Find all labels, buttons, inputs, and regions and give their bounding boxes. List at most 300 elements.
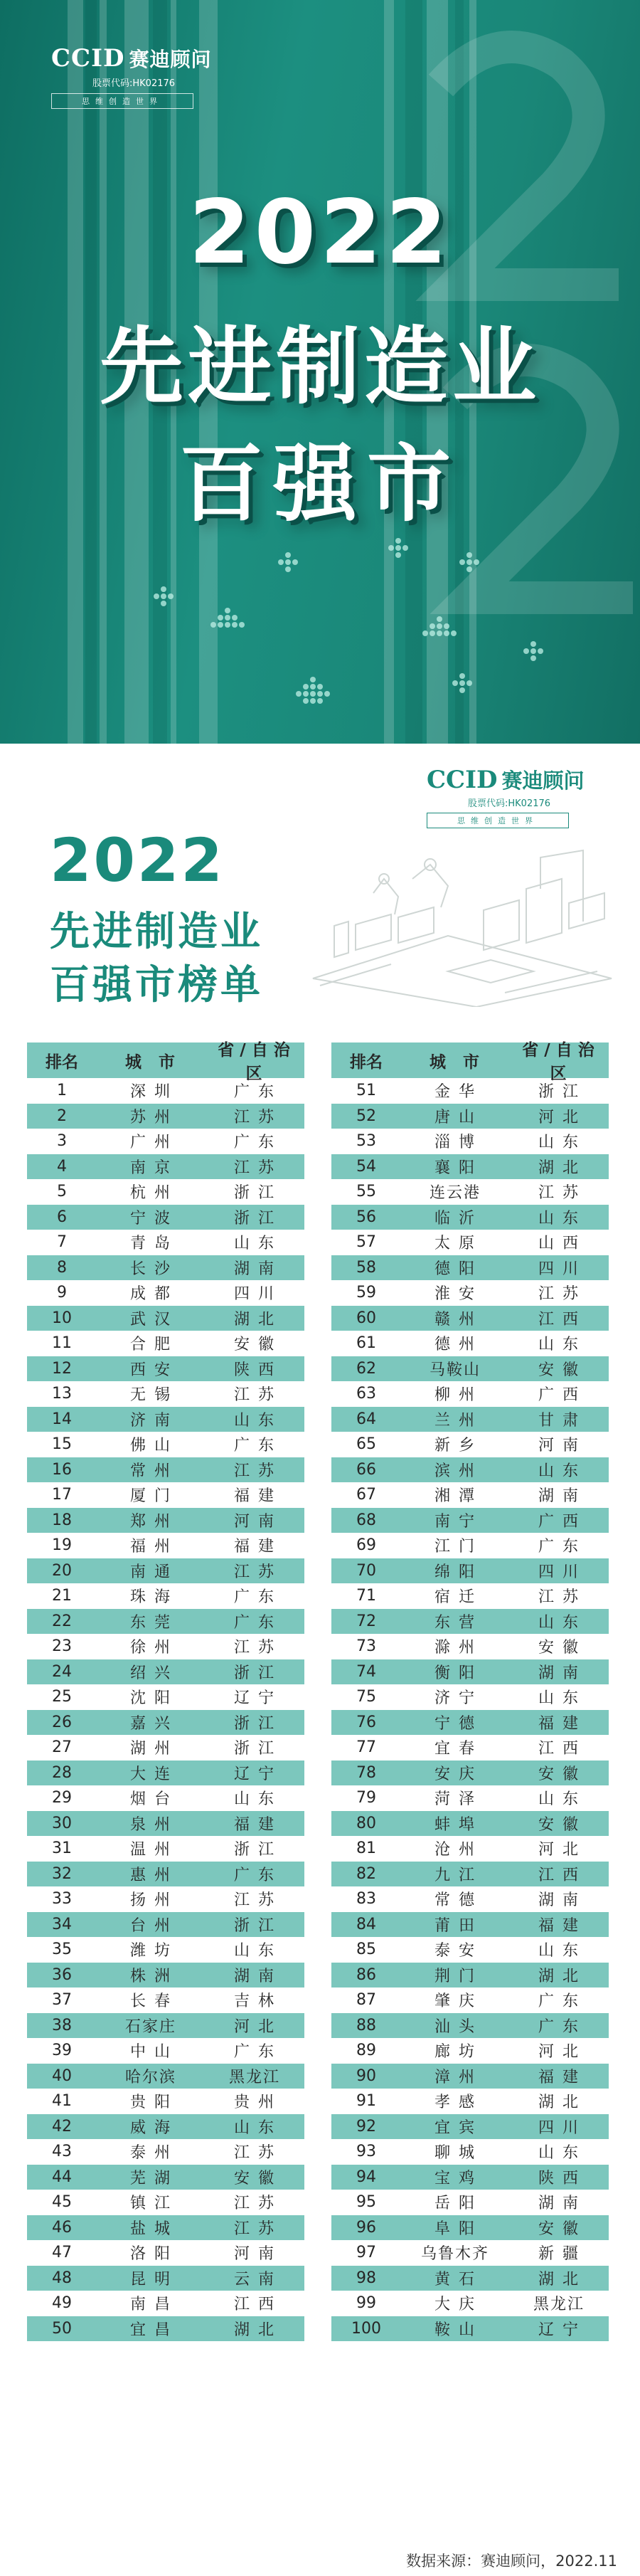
city-cell: 扬州 (129, 1891, 178, 1910)
rank-cell: 31 (52, 1839, 72, 1858)
city-cell: 广州 (129, 1134, 178, 1152)
rank-cell: 40 (52, 2066, 72, 2085)
list-heading-line2: 百强市榜单 (50, 962, 263, 1008)
city-cell: 襄阳 (434, 1158, 483, 1177)
table-row (27, 1583, 304, 1609)
city-cell: 深圳 (129, 1083, 178, 1102)
province-cell: 山东 (538, 1942, 587, 1960)
province-cell: 山东 (233, 1942, 282, 1960)
list-logo-brand: CCID 赛迪顾问 (427, 766, 585, 794)
rank-cell: 8 (57, 1258, 67, 1277)
table-row (331, 1129, 609, 1154)
province-cell: 河北 (538, 2043, 587, 2062)
city-cell: 湘潭 (434, 1487, 483, 1506)
city-cell: 苏州 (129, 1108, 178, 1126)
table-row (27, 1912, 304, 1938)
city-cell: 常德 (434, 1891, 483, 1910)
province-cell: 陕西 (233, 1361, 282, 1379)
city-cell: 南昌 (129, 2296, 178, 2314)
rank-cell: 30 (52, 1814, 72, 1832)
table-row (331, 1609, 609, 1635)
rank-cell: 99 (356, 2294, 376, 2313)
table-row (27, 1129, 304, 1154)
city-cell: 聊城 (434, 2144, 483, 2163)
city-cell: 蚌埠 (434, 1815, 483, 1834)
city-cell: 株洲 (129, 1967, 178, 1985)
table-row (331, 1381, 609, 1407)
province-cell: 贵州 (233, 2094, 282, 2112)
city-cell: 武汉 (129, 1310, 178, 1329)
province-cell: 湖南 (233, 1260, 282, 1278)
province-cell: 江苏 (233, 1108, 282, 1126)
city-cell: 滁州 (434, 1639, 483, 1657)
province-cell: 山东 (538, 1209, 587, 1228)
table-row (331, 2215, 609, 2241)
table-row (331, 1988, 609, 2013)
province-cell: 广东 (233, 1134, 282, 1152)
province-cell: 河北 (233, 2017, 282, 2036)
table-row (331, 1558, 609, 1584)
province-cell: 湖南 (538, 2195, 587, 2213)
table-row (27, 1255, 304, 1281)
table-row (27, 2316, 304, 2342)
province-cell: 河北 (538, 1841, 587, 1859)
table-row (27, 2089, 304, 2114)
table-row (27, 2013, 304, 2039)
province-cell: 辽宁 (233, 1689, 282, 1708)
city-cell: 西安 (129, 1361, 178, 1379)
table-row (27, 2165, 304, 2190)
city-cell: 九江 (434, 1866, 483, 1884)
table-row (27, 1937, 304, 1963)
hero-logo-slogan: 思维创造世界 (51, 93, 193, 109)
city-cell: 连云港 (429, 1184, 481, 1203)
table-row (331, 1761, 609, 1786)
table-row (27, 1205, 304, 1230)
province-cell: 江西 (233, 2296, 282, 2314)
city-cell: 漳州 (434, 2068, 483, 2086)
province-cell: 安徽 (538, 1361, 587, 1379)
rank-cell: 38 (52, 2016, 72, 2034)
table-row (331, 2291, 609, 2316)
province-cell: 江苏 (233, 1891, 282, 1910)
city-cell: 济宁 (434, 1689, 483, 1708)
city-cell: 岳阳 (434, 2195, 483, 2213)
province-cell: 四川 (538, 1260, 587, 1278)
province-cell: 湖南 (538, 1891, 587, 1910)
table-row (331, 1154, 609, 1180)
rank-cell: 3 (57, 1132, 67, 1151)
rank-cell: 69 (356, 1536, 376, 1555)
city-cell: 杭州 (129, 1184, 178, 1203)
rank-cell: 100 (351, 2319, 381, 2338)
city-cell: 滨州 (434, 1462, 483, 1480)
table-row (331, 1407, 609, 1432)
table-row (331, 1735, 609, 1761)
province-cell: 四川 (538, 2118, 587, 2137)
rank-cell: 19 (52, 1536, 72, 1555)
table-row (27, 1331, 304, 1356)
table-row (27, 2291, 304, 2316)
province-cell: 福建 (233, 1815, 282, 1834)
province-cell: 湖南 (538, 1487, 587, 1506)
column-rank-header: 排名 (350, 1052, 383, 1072)
city-cell: 阜阳 (434, 2219, 483, 2238)
table-row (27, 1306, 304, 1331)
rank-cell: 12 (52, 1359, 72, 1378)
city-cell: 长春 (129, 1992, 178, 2011)
city-cell: 淮安 (434, 1285, 483, 1304)
rank-cell: 17 (52, 1486, 72, 1504)
rank-cell: 4 (57, 1157, 67, 1176)
city-cell: 菏泽 (434, 1790, 483, 1809)
rank-cell: 49 (52, 2294, 72, 2313)
province-cell: 新疆 (538, 2245, 587, 2264)
hero-title-line1: 先进制造业 (99, 317, 540, 416)
rank-cell: 85 (356, 1941, 376, 1959)
province-cell: 福建 (538, 1916, 587, 1935)
province-cell: 福建 (538, 2068, 587, 2086)
rank-cell: 39 (52, 2042, 72, 2060)
province-cell: 安徽 (538, 1815, 587, 1834)
city-cell: 荆门 (434, 1967, 483, 1985)
list-logo-stock-code: 股票代码:HK02176 (468, 798, 551, 809)
province-cell: 甘肃 (538, 1411, 587, 1430)
rank-cell: 88 (356, 2016, 376, 2034)
rank-cell: 62 (356, 1359, 376, 1378)
province-cell: 江苏 (538, 1588, 587, 1607)
rank-cell: 36 (52, 1965, 72, 1984)
table-row (27, 1356, 304, 1382)
province-cell: 广东 (233, 1083, 282, 1102)
table-row (27, 2038, 304, 2064)
table-row (27, 1407, 304, 1432)
province-cell: 广西 (538, 1386, 587, 1405)
table-row (331, 1356, 609, 1382)
city-cell: 德州 (434, 1336, 483, 1354)
province-cell: 安徽 (538, 2219, 587, 2238)
rank-cell: 65 (356, 1435, 376, 1454)
ranking-table-left (27, 1042, 304, 2341)
city-cell: 温州 (129, 1841, 178, 1859)
city-cell: 柳州 (434, 1386, 483, 1405)
table-row (331, 1659, 609, 1685)
province-cell: 江苏 (233, 2144, 282, 2163)
city-cell: 盐城 (129, 2219, 178, 2238)
data-source-note: 数据来源：赛迪顾问，2022.11 (406, 2553, 617, 2570)
province-cell: 湖北 (233, 2321, 282, 2339)
province-cell: 黑龙江 (533, 2296, 585, 2314)
table-row (27, 1761, 304, 1786)
province-cell: 黑龙江 (228, 2068, 280, 2086)
province-cell: 广西 (538, 1512, 587, 1531)
table-row (331, 1912, 609, 1938)
city-cell: 大庆 (434, 2296, 483, 2314)
rank-cell: 91 (356, 2092, 376, 2111)
province-cell: 江苏 (538, 1184, 587, 1203)
column-city-header: 城 市 (124, 1052, 181, 1072)
province-cell: 浙江 (233, 1664, 282, 1682)
province-cell: 湖北 (538, 2270, 587, 2289)
province-cell: 江苏 (538, 1285, 587, 1304)
table-row (331, 1533, 609, 1558)
city-cell: 廊坊 (434, 2043, 483, 2062)
column-rank-header: 排名 (46, 1052, 78, 1072)
province-cell: 广东 (233, 1588, 282, 1607)
province-cell: 安徽 (233, 1336, 282, 1354)
province-cell: 广东 (233, 2043, 282, 2062)
rank-cell: 80 (356, 1814, 376, 1832)
city-cell: 宜昌 (129, 2321, 178, 2339)
column-province-header: 省/自治区 (218, 1041, 296, 1083)
city-cell: 烟台 (129, 1790, 178, 1809)
rank-cell: 68 (356, 1511, 376, 1529)
rank-cell: 42 (52, 2117, 72, 2136)
rank-cell: 22 (52, 1612, 72, 1630)
table-row (27, 1078, 304, 1104)
province-cell: 江苏 (233, 2195, 282, 2213)
province-cell: 山东 (538, 1790, 587, 1809)
rank-cell: 32 (52, 1864, 72, 1883)
hero-logo-stock-code: 股票代码:HK02176 (92, 78, 176, 89)
city-cell: 石家庄 (124, 2017, 176, 2036)
province-cell: 山东 (538, 1336, 587, 1354)
table-row (27, 2139, 304, 2165)
table-row (27, 1533, 304, 1558)
table-row (27, 1609, 304, 1635)
province-cell: 辽宁 (233, 1765, 282, 1783)
province-cell: 浙江 (233, 1841, 282, 1859)
city-cell: 临沂 (434, 1209, 483, 1228)
city-cell: 无锡 (129, 1386, 178, 1405)
table-row (27, 2190, 304, 2215)
city-cell: 绍兴 (129, 1664, 178, 1682)
city-cell: 芜湖 (129, 2169, 178, 2187)
rank-cell: 74 (356, 1662, 376, 1681)
rank-cell: 47 (52, 2244, 72, 2262)
rank-cell: 98 (356, 2269, 376, 2287)
table-row (331, 2139, 609, 2165)
rank-cell: 78 (356, 1763, 376, 1782)
table-row (331, 1432, 609, 1457)
province-cell: 湖北 (538, 1967, 587, 1985)
city-cell: 东营 (434, 1613, 483, 1632)
column-city-header: 城 市 (429, 1052, 485, 1072)
rank-cell: 20 (52, 1561, 72, 1580)
table-row (27, 2266, 304, 2291)
rank-cell: 71 (356, 1587, 376, 1605)
rank-cell: 28 (52, 1763, 72, 1782)
table-row (27, 1735, 304, 1761)
province-cell: 浙江 (233, 1184, 282, 1203)
table-row (331, 1583, 609, 1609)
province-cell: 湖北 (538, 1158, 587, 1177)
city-cell: 嘉兴 (129, 1714, 178, 1733)
province-cell: 广东 (233, 1866, 282, 1884)
province-cell: 浙江 (538, 1083, 587, 1102)
city-cell: 南宁 (434, 1512, 483, 1531)
province-cell: 浙江 (233, 1740, 282, 1758)
table-row (331, 1255, 609, 1281)
table-row (27, 1104, 304, 1129)
city-cell: 肇庆 (434, 1992, 483, 2011)
province-cell: 江苏 (233, 1158, 282, 1177)
rank-cell: 45 (52, 2193, 72, 2212)
city-cell: 衡阳 (434, 1664, 483, 1682)
province-cell: 江苏 (233, 1563, 282, 1581)
table-header-row (331, 1041, 609, 1083)
table-row (27, 1508, 304, 1534)
rank-cell: 25 (52, 1688, 72, 1706)
rank-cell: 76 (356, 1713, 376, 1731)
table-row (27, 1432, 304, 1457)
rank-cell: 82 (356, 1864, 376, 1883)
rank-cell: 9 (57, 1284, 67, 1302)
table-row (27, 1457, 304, 1483)
city-cell: 汕头 (434, 2017, 483, 2036)
rank-cell: 35 (52, 1941, 72, 1959)
rank-cell: 95 (356, 2193, 376, 2212)
table-row (331, 1886, 609, 1912)
table-row (27, 1230, 304, 1255)
table-row (331, 1482, 609, 1508)
rank-cell: 5 (57, 1183, 67, 1201)
city-cell: 黄石 (434, 2270, 483, 2289)
rank-cell: 60 (356, 1309, 376, 1327)
city-cell: 中山 (129, 2043, 178, 2062)
table-row (331, 1205, 609, 1230)
province-cell: 江苏 (233, 1639, 282, 1657)
rank-cell: 70 (356, 1561, 376, 1580)
table-row (27, 1785, 304, 1811)
rank-cell: 81 (356, 1839, 376, 1858)
province-cell: 山东 (233, 1790, 282, 1809)
city-cell: 成都 (129, 1285, 178, 1304)
city-cell: 惠州 (129, 1866, 178, 1884)
table-row (331, 1230, 609, 1255)
hero-banner (0, 0, 640, 744)
city-cell: 福州 (129, 1538, 178, 1556)
table-row (331, 2190, 609, 2215)
table-row (27, 1963, 304, 1988)
rank-cell: 77 (356, 1738, 376, 1757)
province-cell: 云南 (233, 2270, 282, 2289)
rank-cell: 86 (356, 1965, 376, 1984)
city-cell: 青岛 (129, 1235, 178, 1253)
city-cell: 昆明 (129, 2270, 178, 2289)
province-cell: 江西 (538, 1740, 587, 1758)
table-row (27, 1684, 304, 1710)
rank-cell: 73 (356, 1637, 376, 1656)
city-cell: 泰州 (129, 2144, 178, 2163)
rank-cell: 61 (356, 1334, 376, 1353)
table-row (27, 1886, 304, 1912)
table-row (331, 1078, 609, 1104)
rank-cell: 24 (52, 1662, 72, 1681)
rank-cell: 6 (57, 1208, 67, 1226)
province-cell: 广东 (538, 1992, 587, 2011)
factory-illustration (306, 836, 619, 1007)
province-cell: 山东 (538, 1689, 587, 1708)
table-row (331, 1457, 609, 1483)
table-row (27, 1988, 304, 2013)
city-cell: 东莞 (129, 1613, 178, 1632)
table-row (331, 1634, 609, 1659)
city-cell: 唐山 (434, 1108, 483, 1126)
city-cell: 泉州 (129, 1815, 178, 1834)
city-cell: 宜春 (434, 1740, 483, 1758)
table-row (27, 2215, 304, 2241)
list-logo (427, 765, 619, 828)
city-cell: 莆田 (434, 1916, 483, 1935)
table-header-row (27, 1041, 304, 1083)
city-cell: 宝鸡 (434, 2169, 483, 2187)
rank-cell: 50 (52, 2319, 72, 2338)
rank-cell: 94 (356, 2168, 376, 2186)
province-cell: 江苏 (233, 1462, 282, 1480)
city-cell: 金华 (434, 1083, 483, 1102)
province-cell: 福建 (233, 1487, 282, 1506)
city-cell: 宁波 (129, 1209, 178, 1228)
rank-cell: 89 (356, 2042, 376, 2060)
city-cell: 鞍山 (434, 2321, 483, 2339)
province-cell: 河南 (233, 1512, 282, 1531)
table-row (331, 1104, 609, 1129)
city-cell: 厦门 (129, 1487, 178, 1506)
city-cell: 马鞍山 (429, 1361, 481, 1379)
province-cell: 广东 (233, 1613, 282, 1632)
city-cell: 潍坊 (129, 1942, 178, 1960)
rank-cell: 75 (356, 1688, 376, 1706)
city-cell: 佛山 (129, 1437, 178, 1455)
city-cell: 沧州 (434, 1841, 483, 1859)
province-cell: 浙江 (233, 1714, 282, 1733)
table-row (331, 1862, 609, 1887)
table-row (331, 1684, 609, 1710)
table-row (27, 1710, 304, 1736)
province-cell: 辽宁 (538, 2321, 587, 2339)
province-cell: 山东 (538, 2144, 587, 2163)
table-row (27, 2114, 304, 2140)
city-cell: 兰州 (434, 1411, 483, 1430)
column-province-header: 省/自治区 (522, 1041, 600, 1083)
province-cell: 湖北 (538, 2094, 587, 2112)
rank-cell: 16 (52, 1460, 72, 1479)
table-row (331, 2114, 609, 2140)
table-row (331, 1710, 609, 1736)
city-cell: 绵阳 (434, 1563, 483, 1581)
rank-cell: 41 (52, 2092, 72, 2111)
city-cell: 常州 (129, 1462, 178, 1480)
rank-cell: 10 (52, 1309, 72, 1327)
table-row (331, 1811, 609, 1837)
city-cell: 长沙 (129, 1260, 178, 1278)
city-cell: 孝感 (434, 2094, 483, 2112)
province-cell: 山东 (538, 1134, 587, 1152)
rank-cell: 37 (52, 1991, 72, 2010)
city-cell: 徐州 (129, 1639, 178, 1657)
city-cell: 新乡 (434, 1437, 483, 1455)
province-cell: 浙江 (233, 1916, 282, 1935)
province-cell: 安徽 (538, 1765, 587, 1783)
city-cell: 济南 (129, 1411, 178, 1430)
table-row (27, 1482, 304, 1508)
table-row (331, 2038, 609, 2064)
rank-cell: 48 (52, 2269, 72, 2287)
table-row (27, 1862, 304, 1887)
province-cell: 安徽 (538, 1639, 587, 1657)
table-row (331, 1331, 609, 1356)
